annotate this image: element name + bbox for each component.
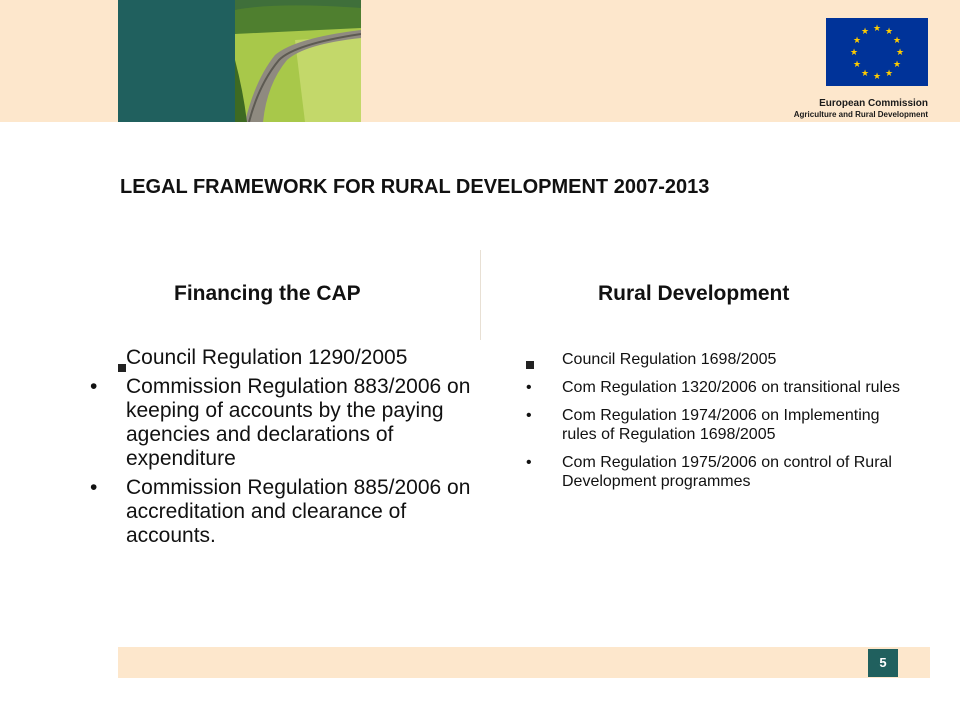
list-item-text: Council Regulation 1698/2005 <box>562 351 777 368</box>
svg-text:★: ★ <box>852 36 862 46</box>
footer-band <box>118 647 930 678</box>
square-bullet-icon <box>524 355 560 374</box>
svg-text:★: ★ <box>895 48 905 58</box>
right-column-heading: Rural Development <box>598 282 790 305</box>
svg-text:★: ★ <box>852 60 862 70</box>
right-regulation-list <box>526 350 911 500</box>
list-item <box>526 406 911 444</box>
list-item <box>90 375 490 471</box>
svg-text:★: ★ <box>884 27 894 37</box>
svg-text:★: ★ <box>892 36 902 46</box>
eu-flag-icon <box>826 18 928 86</box>
list-item-text: Com Regulation 1974/2006 on Implementing rules of Regulation 1698/2005 <box>562 407 880 443</box>
svg-text:★: ★ <box>884 69 894 79</box>
left-regulation-list <box>90 346 490 553</box>
svg-text:★: ★ <box>849 48 859 58</box>
svg-text:★: ★ <box>892 60 902 70</box>
logo-subtitle: Agriculture and Rural Development <box>793 110 928 119</box>
list-item-text: Council Regulation 1290/2005 <box>126 346 408 369</box>
page-number: 5 <box>868 649 898 677</box>
svg-text:★: ★ <box>872 72 882 82</box>
dot-bullet-icon: • <box>90 476 98 499</box>
landscape-photo <box>235 0 361 122</box>
teal-block <box>118 0 235 122</box>
svg-text:★: ★ <box>872 24 882 34</box>
list-item-text: Commission Regulation 885/2006 on accreditation and clearance of accounts. <box>126 476 471 547</box>
list-item <box>90 346 490 370</box>
svg-text:★: ★ <box>860 27 870 37</box>
list-item-text: Com Regulation 1975/2006 on control of Rural Development programmes <box>562 454 892 490</box>
dot-bullet-icon: • <box>90 375 98 398</box>
list-item <box>526 378 911 397</box>
dot-bullet-icon: • <box>526 379 532 396</box>
dot-bullet-icon: • <box>526 454 532 471</box>
slide-title: LEGAL FRAMEWORK FOR RURAL DEVELOPMENT 2007-2013 <box>120 176 710 198</box>
list-item <box>526 350 911 369</box>
ec-logo <box>770 18 930 118</box>
list-item-text: Commission Regulation 883/2006 on keeping of accounts by the paying agencies and declarations of expenditure <box>126 375 471 470</box>
left-column-heading: Financing the CAP <box>174 282 361 305</box>
svg-text:★: ★ <box>860 69 870 79</box>
dot-bullet-icon: • <box>526 407 532 424</box>
logo-title: European Commission <box>819 98 928 109</box>
column-divider <box>480 250 481 340</box>
list-item-text: Com Regulation 1320/2006 on transitional rules <box>562 379 900 396</box>
list-item <box>90 476 490 548</box>
list-item <box>526 453 911 491</box>
